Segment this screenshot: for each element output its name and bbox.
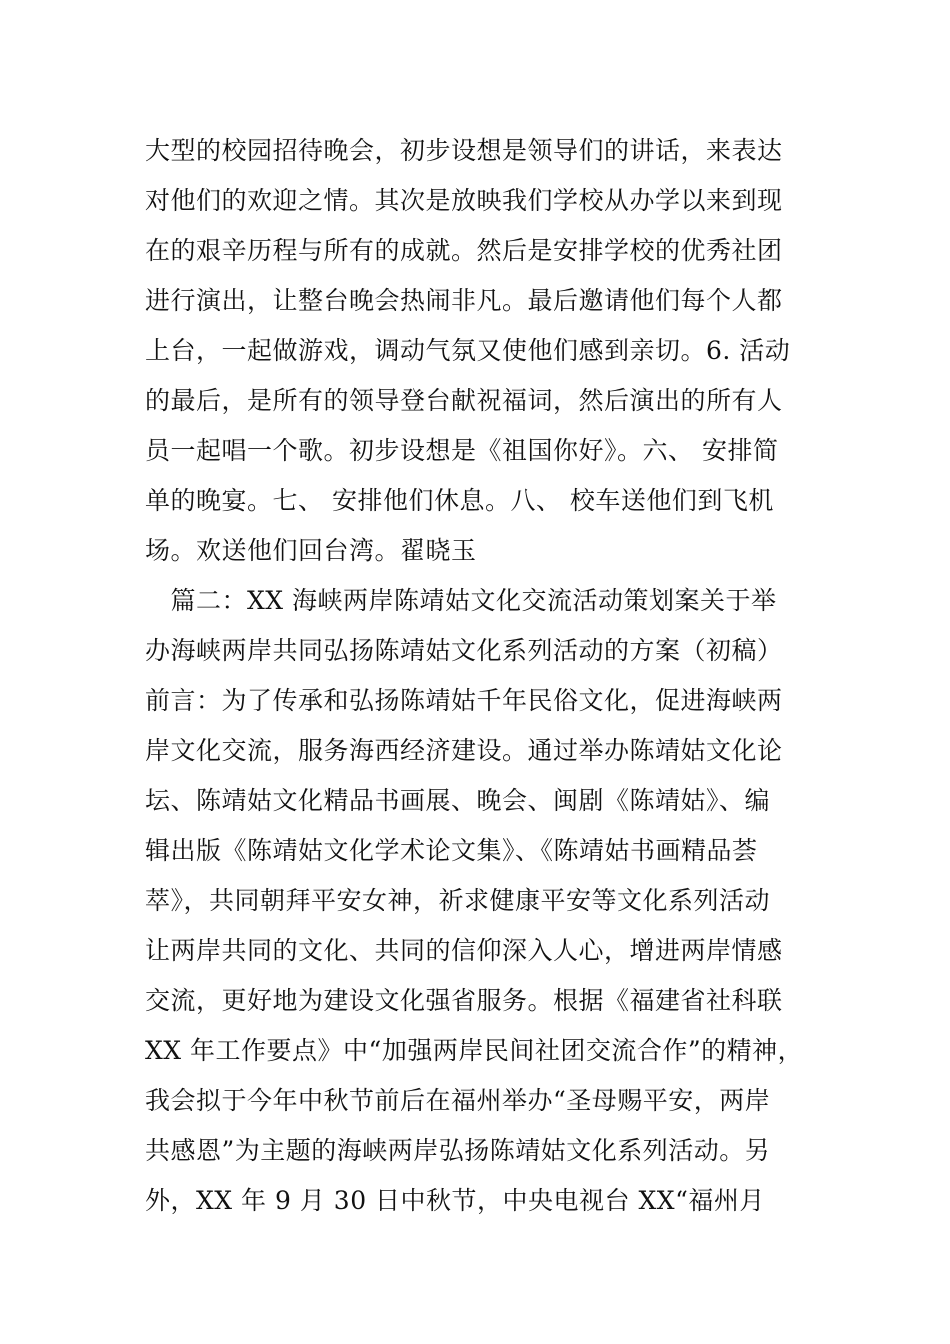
text-line: 大型的校园招待晚会，初步设想是领导们的讲话，来表达 xyxy=(145,136,783,165)
text-line: 前言：为了传承和弘扬陈靖姑千年民俗文化，促进海峡两 xyxy=(145,686,783,715)
text-line: 的最后，是所有的领导登台献祝福词，然后演出的所有人 xyxy=(145,386,783,415)
text-line: 对他们的欢迎之情。其次是放映我们学校从办学以来到现 xyxy=(145,186,783,215)
text-line: 岸文化交流，服务海西经济建设。通过举办陈靖姑文化论 xyxy=(145,736,783,765)
text-line: 进行演出，让整台晚会热闹非凡。最后邀请他们每个人都 xyxy=(145,286,783,315)
text-line: 上台，一起做游戏，调动气氛又使他们感到亲切。6. 活动 xyxy=(145,336,791,365)
text-line: 我会拟于今年中秋节前后在福州举办“圣母赐平安，两岸 xyxy=(145,1086,771,1115)
text-line: 让两岸共同的文化、共同的信仰深入人心，增进两岸情感 xyxy=(145,936,783,965)
text-line: 篇二：XX 海峡两岸陈靖姑文化交流活动策划案关于举 xyxy=(145,586,777,615)
text-line: 萃》，共同朝拜平安女神，祈求健康平安等文化系列活动 xyxy=(145,886,771,915)
text-line: XX 年工作要点》中“加强两岸民间社团交流合作”的精神， xyxy=(145,1036,804,1065)
text-line: 场。欢送他们回台湾。翟晓玉 xyxy=(145,536,477,565)
text-line: 单的晚宴。七、 安排他们休息。八、 校车送他们到飞机 xyxy=(145,486,774,515)
text-line: 辑出版《陈靖姑文化学术论文集》、《陈靖姑书画精品荟 xyxy=(145,836,758,865)
text-line: 外，XX 年 9 月 30 日中秋节，中央电视台 XX“福州月 xyxy=(145,1186,765,1215)
text-line: 共感恩”为主题的海峡两岸弘扬陈靖姑文化系列活动。另 xyxy=(145,1136,771,1165)
text-line: 坛、陈靖姑文化精品书画展、晚会、闽剧《陈靖姑》、编 xyxy=(145,786,771,815)
text-line: 办海峡两岸共同弘扬陈靖姑文化系列活动的方案（初稿） xyxy=(145,636,783,665)
text-line: 员一起唱一个歌。初步设想是《祖国你好》。六、 安排简 xyxy=(145,436,779,465)
text-line: 在的艰辛历程与所有的成就。然后是安排学校的优秀社团 xyxy=(145,236,783,265)
text-line: 交流，更好地为建设文化强省服务。根据《福建省社科联 xyxy=(145,986,783,1015)
